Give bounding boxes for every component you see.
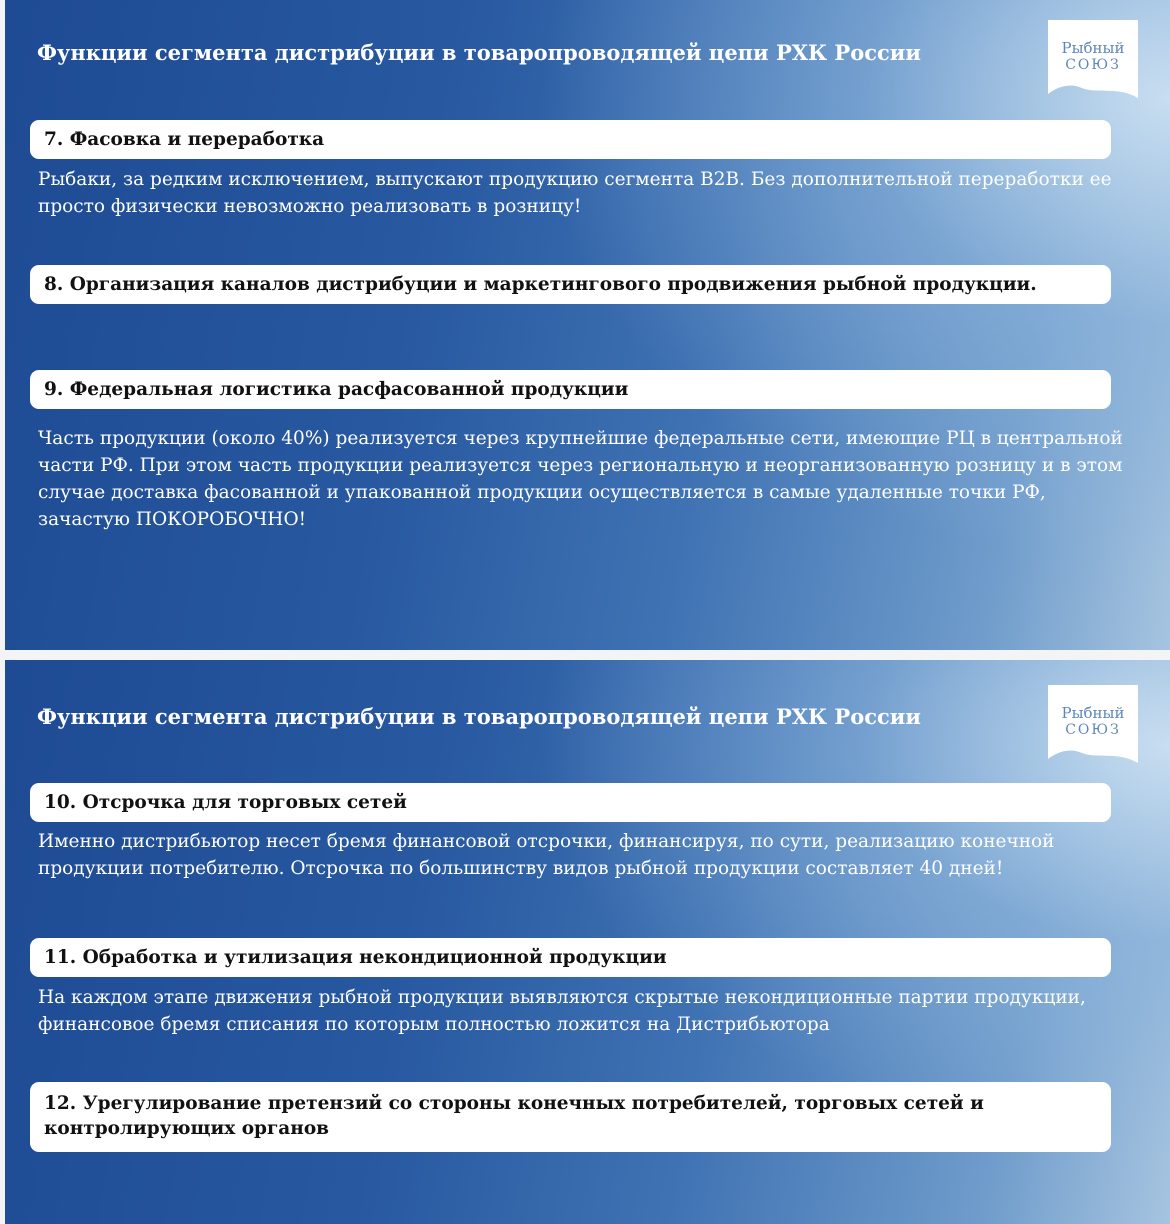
section-text-10: Именно дистрибьютор несет бремя финансовой отсрочки, финансируя, по сути, реализацию конечной продукции потребителю. Отсрочка по большинству видов рыбной продукции составляет 40 дней! xyxy=(38,831,1055,879)
section-text-7: Рыбаки, за редким исключением, выпускают продукцию сегмента B2B. Без дополнительной переработки ее просто физически невозможно реализовать в розницу! xyxy=(38,169,1112,217)
section-heading-9: 9. Федеральная логистика расфасованной продукции xyxy=(30,370,1111,409)
logo-line-2: СОЮЗ xyxy=(1065,722,1121,738)
slide-2 xyxy=(5,660,1170,1224)
slide-title: Функции сегмента дистрибуции в товаропроводящей цепи РХК России xyxy=(37,704,921,729)
section-text-11: На каждом этапе движения рыбной продукции выявляются скрытые некондиционные партии продукции, финансовое бремя списания по которым полностью ложится на Дистрибьютора xyxy=(38,987,1086,1035)
section-heading-8: 8. Организация каналов дистрибуции и маркетингового продвижения рыбной продукции. xyxy=(30,265,1111,304)
slide-1 xyxy=(5,0,1170,650)
logo-line-2: СОЮЗ xyxy=(1065,57,1121,73)
rybny-soyuz-logo xyxy=(1046,683,1140,763)
section-heading-10: 10. Отсрочка для торговых сетей xyxy=(30,783,1111,822)
rybny-soyuz-logo xyxy=(1046,18,1140,98)
logo-line-1: Рыбный xyxy=(1061,39,1125,57)
section-heading-12: 12. Урегулирование претензий со стороны конечных потребителей, торговых сетей и контролирующих органов xyxy=(30,1082,1111,1152)
section-heading-7: 7. Фасовка и переработка xyxy=(30,120,1111,159)
section-heading-11: 11. Обработка и утилизация некондиционной продукции xyxy=(30,938,1111,977)
section-text-9: Часть продукции (около 40%) реализуется через крупнейшие федеральные сети, имеющие РЦ в центральной части РФ. При этом часть продукции реализуется через региональную и неорганизованную розницу и в этом случае доставка фасованной и упакованной продукции осуществляется в самые удаленные точки РФ, зачастую ПОКОРОБОЧНО! xyxy=(38,428,1123,530)
slide-title: Функции сегмента дистрибуции в товаропроводящей цепи РХК России xyxy=(37,40,921,65)
logo-line-1: Рыбный xyxy=(1061,704,1125,722)
